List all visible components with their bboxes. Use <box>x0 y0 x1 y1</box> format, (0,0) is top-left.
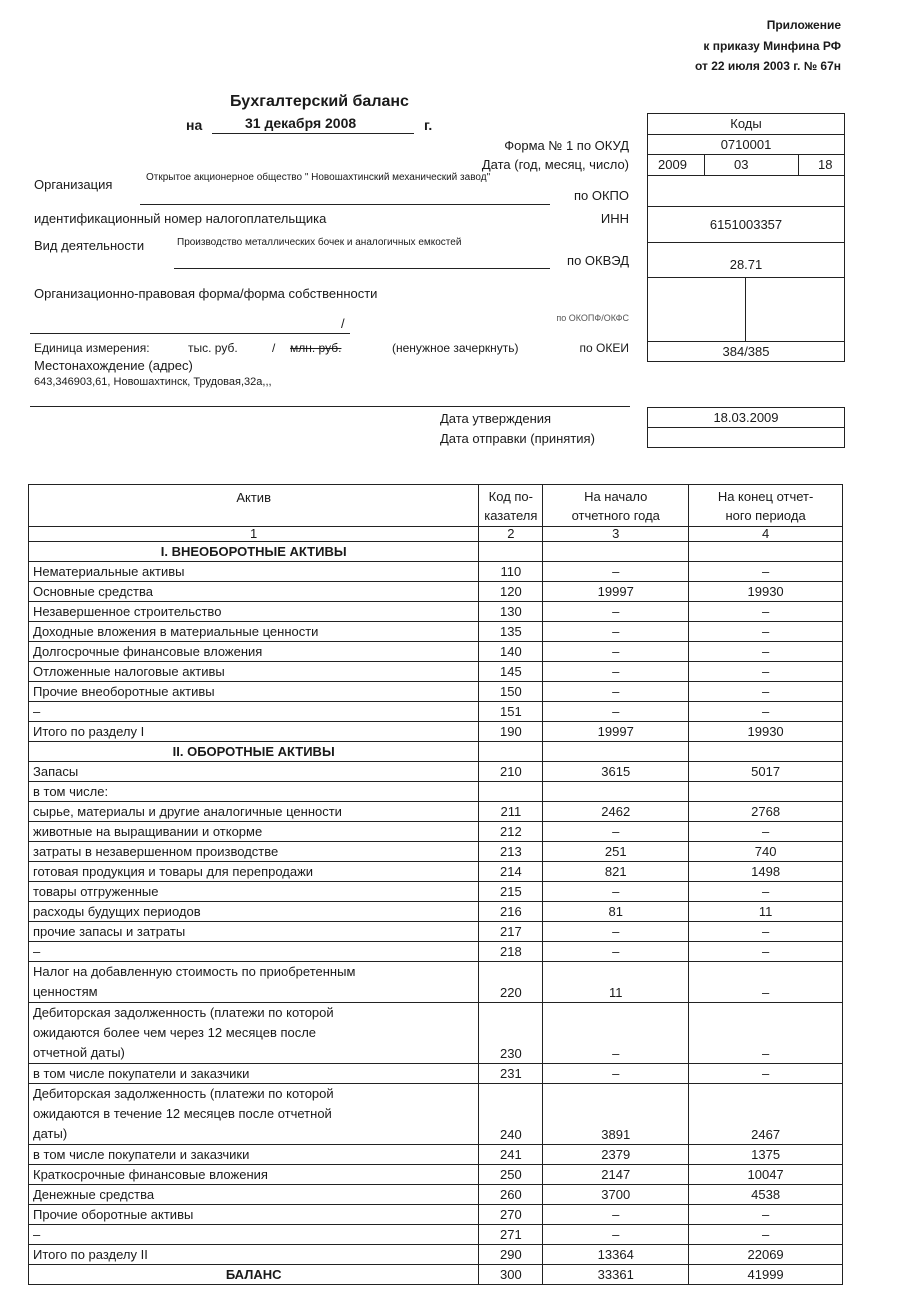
inn-row <box>648 207 844 243</box>
code-cell: 210 <box>479 762 543 782</box>
start-value: 19997 <box>543 582 689 602</box>
start-value <box>543 782 689 802</box>
code-cell: 220 <box>479 962 543 1003</box>
start-value: – <box>543 602 689 622</box>
code-cell <box>479 782 543 802</box>
table-row <box>29 642 843 662</box>
start-value: 2462 <box>543 802 689 822</box>
table-row <box>29 722 843 742</box>
start-value: – <box>543 662 689 682</box>
appendix-line-3: от 22 июля 2003 г. № 67н <box>694 59 841 73</box>
row-label <box>29 962 479 1003</box>
table-row <box>29 862 843 882</box>
start-value: 3615 <box>543 762 689 782</box>
section-heading: II. ОБОРОТНЫЕ АКТИВЫ <box>29 742 479 762</box>
row-label: Основные средства <box>29 582 479 602</box>
start-value: 13364 <box>543 1245 689 1265</box>
dates-box <box>647 407 845 448</box>
org-value: Открытое акционерное общество " Новошахтинский механический завод" <box>146 172 491 183</box>
row-label: Нематериальные активы <box>29 562 479 582</box>
row-label-line: отчетной даты) <box>33 1045 125 1060</box>
start-value: 2379 <box>543 1145 689 1165</box>
unit-label: Единица измерения: <box>34 341 150 355</box>
row-label: – <box>29 702 479 722</box>
date-month: 03 <box>734 157 749 172</box>
row-label: в том числе покупатели и заказчики <box>29 1145 479 1165</box>
okved-row <box>648 243 844 278</box>
code-cell: 290 <box>479 1245 543 1265</box>
row-label: Денежные средства <box>29 1185 479 1205</box>
start-cell <box>543 542 689 562</box>
end-value: 4538 <box>689 1185 843 1205</box>
end-cell <box>689 742 843 762</box>
end-value: – <box>689 1064 843 1084</box>
table-row <box>29 1185 843 1205</box>
row-label: затраты в незавершенном производстве <box>29 842 479 862</box>
activity-underline <box>174 268 550 269</box>
end-value <box>689 782 843 802</box>
table-row <box>29 902 843 922</box>
end-value: – <box>689 942 843 962</box>
code-cell: 231 <box>479 1064 543 1084</box>
end-value: 19930 <box>689 722 843 742</box>
table-row <box>29 1084 843 1145</box>
end-value: – <box>689 602 843 622</box>
code-cell: 212 <box>479 822 543 842</box>
header-asset: Актив <box>29 485 479 527</box>
table-row <box>29 1003 843 1064</box>
table-row <box>29 1265 843 1285</box>
date-year: 2009 <box>658 157 687 172</box>
table-row <box>29 782 843 802</box>
row-label: Запасы <box>29 762 479 782</box>
end-value: – <box>689 682 843 702</box>
col-num-2: 2 <box>479 527 543 542</box>
code-cell: 240 <box>479 1084 543 1145</box>
start-value: 2147 <box>543 1165 689 1185</box>
code-cell: 130 <box>479 602 543 622</box>
code-cell <box>479 542 543 562</box>
end-value: – <box>689 642 843 662</box>
row-label-line: ценностям <box>33 984 98 999</box>
row-label: сырье, материалы и другие аналогичные ценности <box>29 802 479 822</box>
okud-row <box>648 135 844 155</box>
activity-value: Производство металлических бочек и аналогичных емкостей <box>177 237 462 248</box>
opf-label: Организационно-правовая форма/форма собственности <box>34 286 378 301</box>
end-value: 1498 <box>689 862 843 882</box>
table-row <box>29 962 843 1003</box>
end-value: 5017 <box>689 762 843 782</box>
approve-date: 18.03.2009 <box>648 408 844 428</box>
title-na: на <box>186 117 203 133</box>
row-label: готовая продукция и товары для перепродажи <box>29 862 479 882</box>
okpo-row <box>648 176 844 207</box>
start-value: 19997 <box>543 722 689 742</box>
table-header-row <box>29 485 843 527</box>
row-label-line: ожидаются более чем через 12 месяцев после <box>33 1025 317 1040</box>
end-cell <box>689 542 843 562</box>
end-value: – <box>689 962 843 1003</box>
table-row <box>29 762 843 782</box>
approve-label: Дата утверждения <box>440 411 552 426</box>
table-row <box>29 1245 843 1265</box>
start-value: 33361 <box>543 1265 689 1285</box>
code-cell: 150 <box>479 682 543 702</box>
opf-underline <box>30 333 350 334</box>
unit-thousand: тыс. руб. <box>188 341 238 355</box>
table-row <box>29 1165 843 1185</box>
table-row <box>29 942 843 962</box>
table-row <box>29 542 843 562</box>
table-numbers-row <box>29 527 843 542</box>
start-value: – <box>543 1003 689 1064</box>
row-label: Прочие оборотные активы <box>29 1205 479 1225</box>
send-date <box>648 428 844 447</box>
org-label: Организация <box>34 177 113 192</box>
code-cell: 110 <box>479 562 543 582</box>
start-value: 3891 <box>543 1084 689 1145</box>
code-cell: 218 <box>479 942 543 962</box>
codes-box <box>647 113 845 362</box>
okopf-label: по ОКОПФ/ОКФС <box>556 313 629 323</box>
end-value: 2768 <box>689 802 843 822</box>
end-value: – <box>689 622 843 642</box>
header-code: Код по- казателя <box>479 485 543 527</box>
row-label: в том числе покупатели и заказчики <box>29 1064 479 1084</box>
row-label: Доходные вложения в материальные ценности <box>29 622 479 642</box>
start-value: – <box>543 622 689 642</box>
code-cell: 151 <box>479 702 543 722</box>
okopf-row <box>648 278 844 342</box>
table-row <box>29 1064 843 1084</box>
send-label: Дата отправки (принятия) <box>440 431 595 446</box>
end-value: – <box>689 882 843 902</box>
header-end: На конец отчет- ного периода <box>689 485 843 527</box>
okved-code: 28.71 <box>729 257 763 272</box>
row-label: прочие запасы и затраты <box>29 922 479 942</box>
end-value: 10047 <box>689 1165 843 1185</box>
table-row <box>29 602 843 622</box>
appendix-line-1: Приложение <box>766 18 841 32</box>
end-value: 740 <box>689 842 843 862</box>
title-date-underline <box>212 133 414 134</box>
code-cell: 213 <box>479 842 543 862</box>
table-row <box>29 882 843 902</box>
row-label: – <box>29 1225 479 1245</box>
row-label: в том числе: <box>29 782 479 802</box>
inn-label: ИНН <box>600 211 629 226</box>
codes-title: Коды <box>730 116 762 131</box>
row-label-line: ожидаются в течение 12 месяцев после отчетной <box>33 1106 332 1121</box>
start-value: – <box>543 1225 689 1245</box>
table-body <box>29 542 843 1285</box>
row-label: Отложенные налоговые активы <box>29 662 479 682</box>
end-value: 22069 <box>689 1245 843 1265</box>
row-label: Краткосрочные финансовые вложения <box>29 1165 479 1185</box>
table-row <box>29 1145 843 1165</box>
start-value: – <box>543 1064 689 1084</box>
end-value: – <box>689 1225 843 1245</box>
table-row <box>29 1225 843 1245</box>
code-cell: 120 <box>479 582 543 602</box>
table-row <box>29 582 843 602</box>
unit-separator: / <box>272 341 276 355</box>
unit-million: млн. руб. <box>290 341 342 355</box>
code-cell: 241 <box>479 1145 543 1165</box>
inn-label-text: идентификационный номер налогоплательщика <box>34 211 327 226</box>
end-value: – <box>689 1205 843 1225</box>
code-cell <box>479 742 543 762</box>
title-g: г. <box>424 117 433 133</box>
col-num-4: 4 <box>689 527 843 542</box>
appendix-line-2: к приказу Минфина РФ <box>703 39 841 53</box>
start-value: – <box>543 562 689 582</box>
start-value: 3700 <box>543 1185 689 1205</box>
start-value: – <box>543 942 689 962</box>
start-value: – <box>543 682 689 702</box>
start-value: – <box>543 1205 689 1225</box>
row-label: Итого по разделу I <box>29 722 479 742</box>
okud-label: Форма № 1 по ОКУД <box>504 138 629 153</box>
okei-code: 384/385 <box>722 344 770 359</box>
code-cell: 190 <box>479 722 543 742</box>
table-row <box>29 702 843 722</box>
code-cell: 140 <box>479 642 543 662</box>
okud-code: 0710001 <box>720 137 772 152</box>
row-label: животные на выращивании и откорме <box>29 822 479 842</box>
row-label: Итого по разделу II <box>29 1245 479 1265</box>
code-cell: 271 <box>479 1225 543 1245</box>
table-row <box>29 742 843 762</box>
code-cell: 230 <box>479 1003 543 1064</box>
table-row <box>29 682 843 702</box>
table-row <box>29 802 843 822</box>
code-cell: 145 <box>479 662 543 682</box>
end-value: – <box>689 1003 843 1064</box>
code-cell: 214 <box>479 862 543 882</box>
okei-label: по ОКЕИ <box>579 341 629 355</box>
row-label: Долгосрочные финансовые вложения <box>29 642 479 662</box>
row-label: расходы будущих периодов <box>29 902 479 922</box>
row-label: Незавершенное строительство <box>29 602 479 622</box>
end-value: 19930 <box>689 582 843 602</box>
address-label: Местонахождение (адрес) <box>34 358 193 373</box>
address-underline <box>30 406 630 407</box>
date-label: Дата (год, месяц, число) <box>481 157 629 172</box>
start-value: 251 <box>543 842 689 862</box>
end-value: 41999 <box>689 1265 843 1285</box>
activity-label: Вид деятельности <box>34 238 145 253</box>
table-row <box>29 922 843 942</box>
code-cell: 300 <box>479 1265 543 1285</box>
table-row <box>29 1205 843 1225</box>
row-label <box>29 1084 479 1145</box>
code-cell: 260 <box>479 1185 543 1205</box>
code-cell: 216 <box>479 902 543 922</box>
inn-code: 6151003357 <box>709 217 783 232</box>
row-label-line: Дебиторская задолженность (платежи по которой <box>33 1005 334 1020</box>
table-row <box>29 662 843 682</box>
row-label <box>29 1003 479 1064</box>
date-row <box>648 155 844 176</box>
end-value: 2467 <box>689 1084 843 1145</box>
start-value: – <box>543 702 689 722</box>
row-label: Прочие внеоборотные активы <box>29 682 479 702</box>
start-value: 11 <box>543 962 689 1003</box>
table-row <box>29 842 843 862</box>
row-label: БАЛАНС <box>29 1265 479 1285</box>
code-cell: 215 <box>479 882 543 902</box>
start-value: 821 <box>543 862 689 882</box>
end-value: 1375 <box>689 1145 843 1165</box>
code-cell: 270 <box>479 1205 543 1225</box>
table-row <box>29 562 843 582</box>
start-value: – <box>543 822 689 842</box>
start-value: – <box>543 642 689 662</box>
balance-table <box>28 484 843 1285</box>
opf-slash: / <box>341 316 345 331</box>
end-value: – <box>689 922 843 942</box>
start-cell <box>543 742 689 762</box>
org-underline <box>140 204 550 205</box>
code-cell: 211 <box>479 802 543 822</box>
okei-row <box>648 342 844 361</box>
start-value: – <box>543 882 689 902</box>
okpo-label: по ОКПО <box>573 188 629 203</box>
row-label: товары отгруженные <box>29 882 479 902</box>
end-value: – <box>689 562 843 582</box>
title-date: 31 декабря 2008 <box>245 115 357 131</box>
document-title: Бухгалтерский баланс <box>230 93 409 110</box>
table-row <box>29 622 843 642</box>
row-label: – <box>29 942 479 962</box>
code-cell: 250 <box>479 1165 543 1185</box>
row-label-line: Дебиторская задолженность (платежи по которой <box>33 1086 334 1101</box>
codes-title-row <box>648 114 844 135</box>
address-value: 643,346903,61, Новошахтинск, Трудовая,32а,,, <box>34 376 272 388</box>
section-heading: I. ВНЕОБОРОТНЫЕ АКТИВЫ <box>29 542 479 562</box>
end-value: 11 <box>689 902 843 922</box>
row-label-line: Налог на добавленную стоимость по приобретенным <box>33 964 356 979</box>
code-cell: 217 <box>479 922 543 942</box>
col-num-1: 1 <box>29 527 479 542</box>
okved-label: по ОКВЭД <box>567 253 629 268</box>
code-cell: 135 <box>479 622 543 642</box>
col-num-3: 3 <box>543 527 689 542</box>
date-day: 18 <box>818 157 833 172</box>
start-value: 81 <box>543 902 689 922</box>
row-label-line: даты) <box>33 1126 68 1141</box>
table-row <box>29 822 843 842</box>
end-value: – <box>689 662 843 682</box>
header-start: На начало отчетного года <box>543 485 689 527</box>
start-value: – <box>543 922 689 942</box>
end-value: – <box>689 702 843 722</box>
unit-note: (ненужное зачеркнуть) <box>392 341 519 355</box>
end-value: – <box>689 822 843 842</box>
